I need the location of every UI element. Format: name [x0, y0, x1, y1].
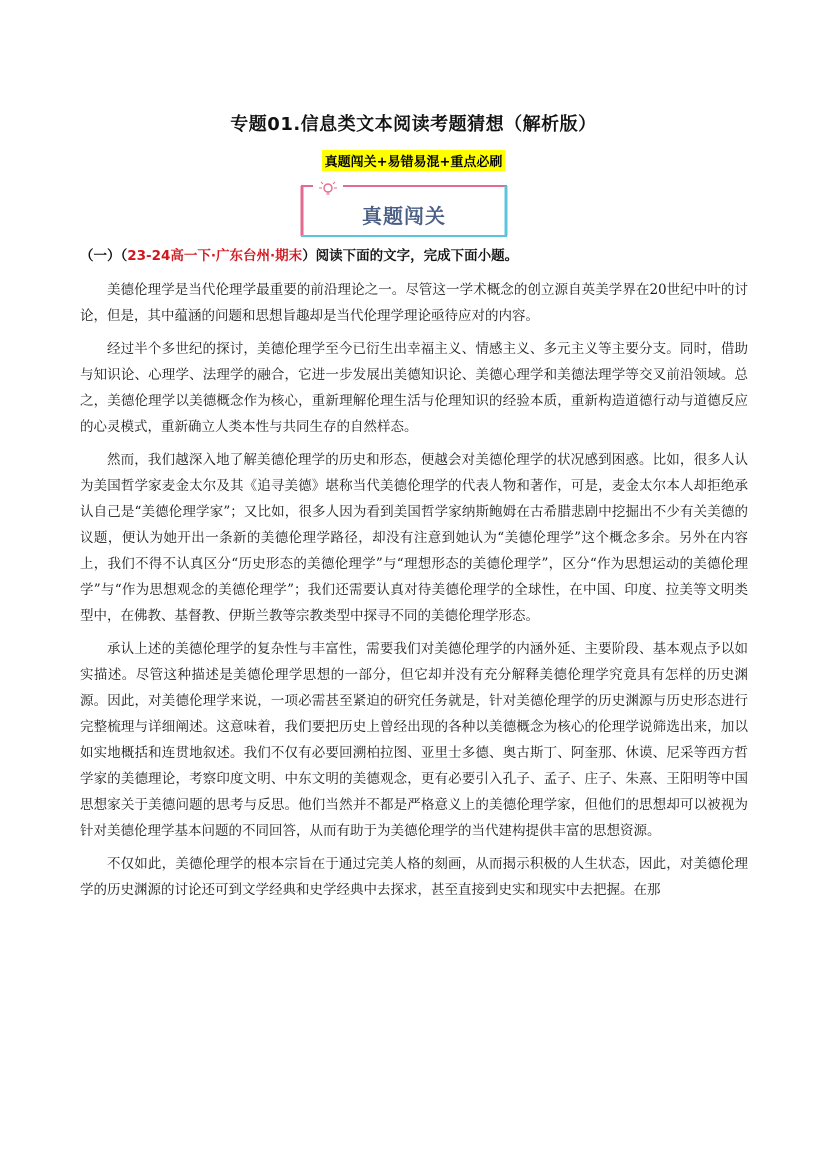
article-body	[80, 277, 748, 910]
subtitle-wrapper	[0, 150, 827, 171]
paragraph: 承认上述的美德伦理学的复杂性与丰富性，需要我们对美德伦理学的内涵外延、主要阶段、基本观点予以如实描述。尽管这种描述是美德伦理学思想的一部分，但它却并没有充分解释美德伦理学究竟具有怎样的历史渊源。因此，对美德伦理学来说，一项必需甚至紧迫的研究任务就是，针对美德伦理学的历史渊源与历史形态进行完整梳理与详细阐述。这意味着，我们要把历史上曾经出现的各种以美德概念为核心的伦理学说筛选出来，加以如实地概括和连贯地叙述。我们不仅有必要回溯柏拉图、亚里士多德、奥古斯丁、阿奎那、休谟、尼采等西方哲学家的美德理论，考察印度文明、中东文明的美德观念，更有必要引入孔子、孟子、庄子、朱熹、王阳明等中国思想家关于美德问题的思考与反思。他们当然并不都是严格意义上的美德伦理学家，但他们的思想却可以被视为针对美德伦理学基本问题的不同回答，从而有助于为美德伦理学的当代建构提供丰富的思想资源。	[80, 641, 748, 839]
paragraph: 美德伦理学是当代伦理学最重要的前沿理论之一。尽管这一学术概念的创立源自英美学界在20世纪中叶的讨论，但是，其中蕴涵的问题和思想旨趣却是当代伦理学理论亟待应对的内容。	[80, 282, 748, 324]
subtitle-highlight: 真题闯关+易错易混+重点必刷	[322, 150, 506, 171]
banner-label: 真题闯关	[362, 204, 446, 228]
section-banner	[299, 180, 509, 238]
question-source: 23-24高一下·广东台州·期末	[127, 248, 303, 264]
question-suffix: ）阅读下面的文字，完成下面小题。	[302, 248, 519, 264]
page-title: 专题01.信息类文本阅读考题猜想（解析版）	[230, 114, 597, 135]
question-heading	[80, 244, 760, 264]
paragraph: 不仅如此，美德伦理学的根本宗旨在于通过完美人格的刻画，从而揭示积极的人生状态，因此，对美德伦理学的历史渊源的讨论还可到文学经典和史学经典中去探求，甚至直接到史实和现实中去把握。在那	[80, 856, 748, 898]
question-prefix: （一）（	[80, 248, 128, 264]
paragraph: 经过半个多世纪的探讨，美德伦理学至今已衍生出幸福主义、情感主义、多元主义等主要分支。同时，借助与知识论、心理学、法理学的融合，它进一步发展出美德知识论、美德心理学和美德法理学等交叉前沿领域。总之，美德伦理学以美德概念作为核心，重新理解伦理生活与伦理知识的经验本质，重新构造道德行动与道德反应的心灵模式，重新确立人类本性与共同生存的自然样态。	[80, 341, 748, 435]
paragraph: 然而，我们越深入地了解美德伦理学的历史和形态，便越会对美德伦理学的状况感到困惑。比如，很多人认为美国哲学家麦金太尔及其《追寻美德》堪称当代美德伦理学的代表人物和著作，可是，麦金太尔本人却拒绝承认自己是“美德伦理学家”；又比如，很多人因为看到美国哲学家纳斯鲍姆在古希腊悲剧中挖掘出不少有关美德的议题，便认为她开出一条新的美德伦理学路径，却没有注意到她认为“美德伦理学”这个概念多余。另外在内容上，我们不得不认真区分“历史形态的美德伦理学”与“理想形态的美德伦理学”，区分“作为思想运动的美德伦理学”与“作为思想观念的美德伦理学”；我们还需要认真对待美德伦理学的全球性，在中国、印度、拉美等文明类型中，在佛教、基督教、伊斯兰教等宗教类型中探寻不同的美德伦理学形态。	[80, 452, 748, 624]
